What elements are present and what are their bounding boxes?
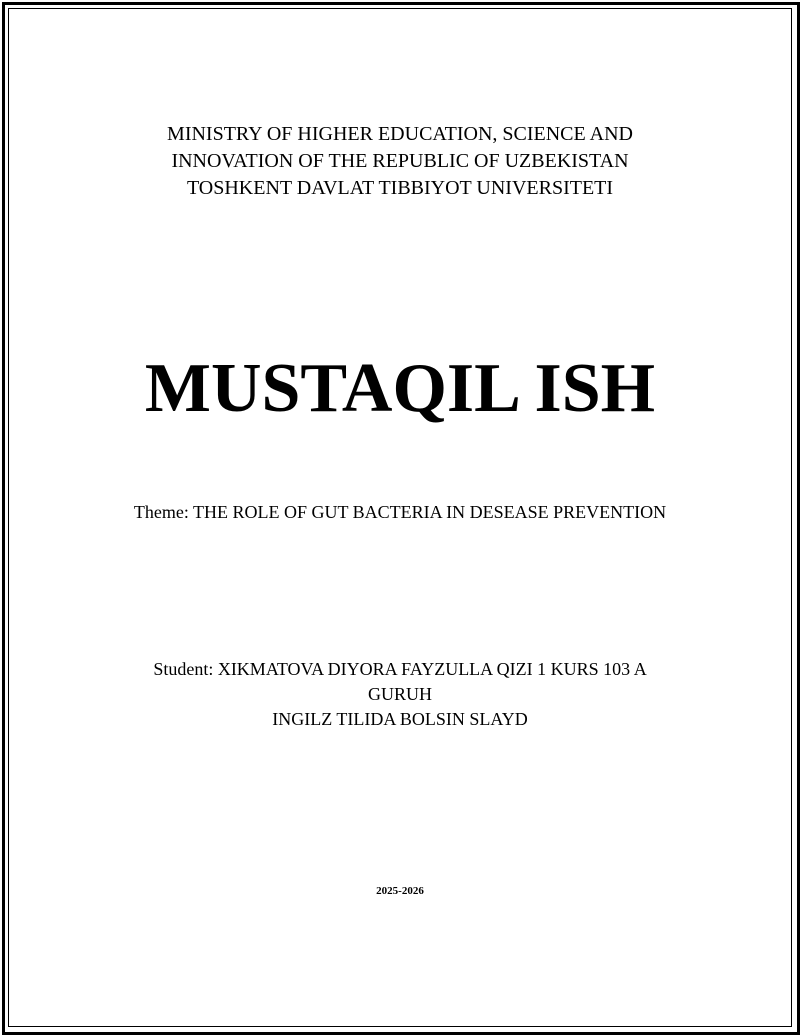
institution-line-2: INNOVATION OF THE REPUBLIC OF UZBEKISTAN	[171, 150, 629, 172]
theme-line: Theme: THE ROLE OF GUT BACTERIA IN DESEASE PREVENTION	[133, 502, 667, 522]
student-info: Student: XIKMATOVA DIYORA FAYZULLA QIZI 1 KURS 103 A GURUH	[153, 659, 647, 704]
document-title: MUSTAQIL ISH	[144, 350, 656, 427]
institution-header	[0, 121, 800, 202]
institution-line-3: TOSHKENT DAVLAT TIBBIYOT UNIVERSITETI	[186, 177, 614, 199]
institution-line-1: MINISTRY OF HIGHER EDUCATION, SCIENCE AND	[167, 123, 633, 145]
slide-note: INGILZ TILIDA BOLSIN SLAYD	[272, 709, 528, 729]
academic-year: 2025-2026	[376, 885, 424, 897]
